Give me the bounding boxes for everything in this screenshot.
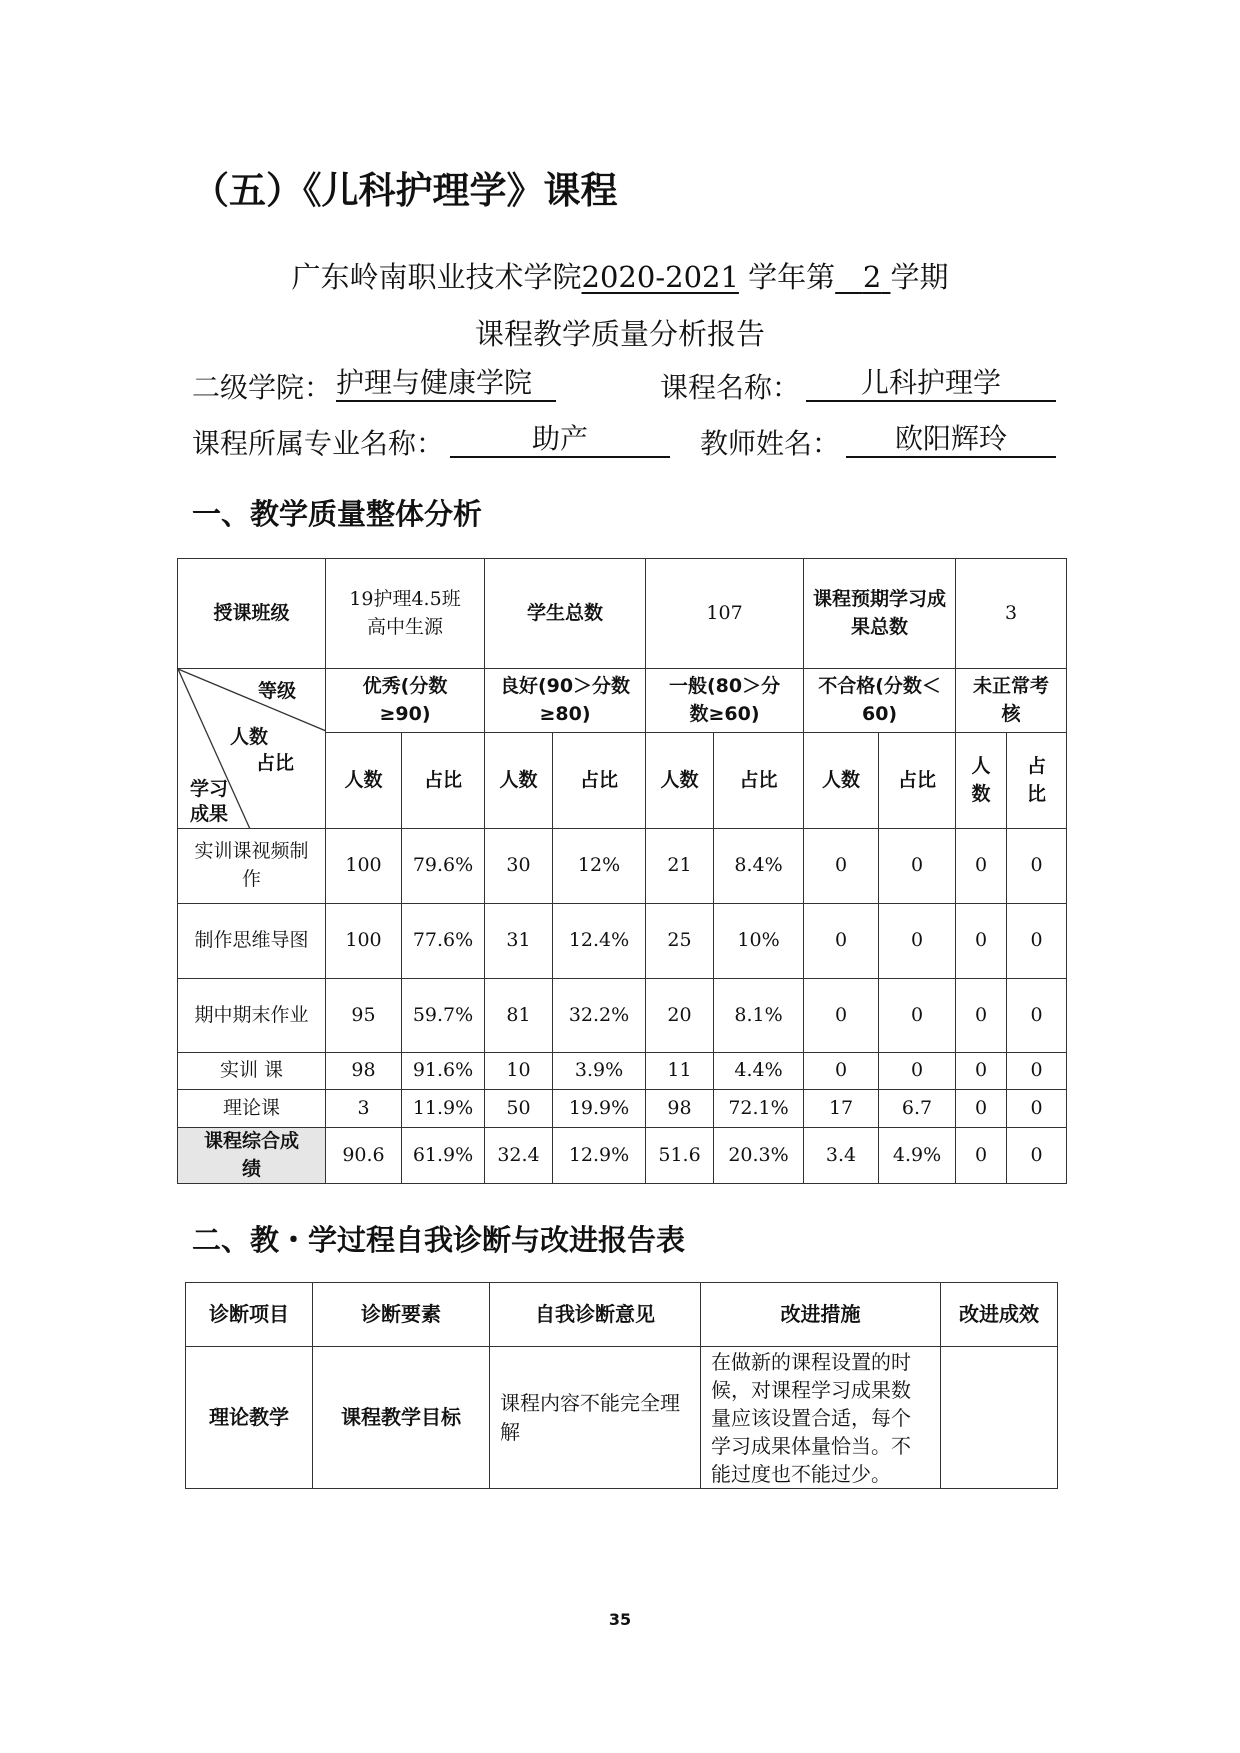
table-cell: 21: [646, 829, 714, 904]
table-cell: 0: [879, 829, 956, 904]
table-cell: 0: [956, 1128, 1007, 1184]
course-value: 儿科护理学: [806, 366, 1056, 402]
college-value: 护理与健康学院: [336, 366, 556, 402]
table-cell: 100: [326, 829, 402, 904]
diag-outcome-label: 学习 成果: [190, 778, 229, 825]
ratio-header: 占比: [1007, 733, 1067, 829]
row-label: 制作思维导图: [178, 904, 326, 979]
table-cell: 0: [1007, 979, 1067, 1053]
count-header: 人数: [956, 733, 1007, 829]
table-cell: 3.9%: [553, 1053, 646, 1090]
table-cell: 0: [804, 829, 879, 904]
table-cell: 0: [804, 1053, 879, 1090]
table-cell: 0: [1007, 1128, 1067, 1184]
table-cell: 0: [956, 1090, 1007, 1128]
table-cell: 32.4: [485, 1128, 553, 1184]
header-improvement-measures: 改进措施: [701, 1283, 941, 1347]
major-label: 课程所属专业名称：: [192, 427, 445, 460]
total-row: [178, 1128, 1067, 1184]
table-cell: 0: [956, 904, 1007, 979]
section-1-title: 一、教学质量整体分析: [192, 497, 483, 531]
header-diagnosis-item: 诊断项目: [186, 1283, 313, 1347]
header-improvement-effect: 改进成效: [941, 1283, 1058, 1347]
table-cell: 79.6%: [402, 829, 485, 904]
improvement-measures: 在做新的课程设置的时候，对课程学习成果数量应该设置合适，每个学习成果体量恰当。不能过度也不能过少。: [701, 1347, 941, 1489]
diag-ratio-label: 占比: [256, 752, 295, 774]
table-row: [178, 979, 1067, 1053]
college-label: 二级学院：: [192, 371, 333, 404]
diag-grade-label: 等级: [258, 680, 297, 702]
table-cell: 20.3%: [714, 1128, 804, 1184]
report-title-line-2: 课程教学质量分析报告: [474, 317, 765, 351]
table-cell: 95: [326, 979, 402, 1053]
table-cell: 30: [485, 829, 553, 904]
table-row: [178, 829, 1067, 904]
table-cell: 0: [1007, 1090, 1067, 1128]
table-cell: 11: [646, 1053, 714, 1090]
table-cell: 51.6: [646, 1128, 714, 1184]
students-value: 107: [646, 559, 804, 669]
improvement-effect: [941, 1347, 1058, 1489]
table-cell: 19.9%: [553, 1090, 646, 1128]
table-row: [186, 1347, 1058, 1489]
semester-number: 2: [862, 260, 882, 294]
total-row-label: 课程综合成绩: [178, 1128, 326, 1184]
table-cell: 0: [879, 904, 956, 979]
table-cell: 0: [1007, 904, 1067, 979]
class-value: 19护理4.5班 高中生源: [326, 559, 485, 669]
table-cell: 0: [879, 979, 956, 1053]
table-row: [178, 904, 1067, 979]
ratio-header: 占比: [714, 733, 804, 829]
row-label: 理论课: [178, 1090, 326, 1128]
students-label: 学生总数: [485, 559, 646, 669]
row-label: 实训 课: [178, 1053, 326, 1090]
table-cell: 0: [1007, 829, 1067, 904]
table-cell: 11.9%: [402, 1090, 485, 1128]
table-cell: 81: [485, 979, 553, 1053]
table-cell: 59.7%: [402, 979, 485, 1053]
table-cell: 12.4%: [553, 904, 646, 979]
table-cell: 12%: [553, 829, 646, 904]
table-cell: 98: [326, 1053, 402, 1090]
table-cell: 0: [956, 1053, 1007, 1090]
ratio-header: 占比: [553, 733, 646, 829]
teacher-value: 欧阳辉玲: [846, 422, 1056, 458]
academic-years: 2020-2021: [581, 260, 739, 294]
count-header: 人数: [326, 733, 402, 829]
table-cell: 6.7: [879, 1090, 956, 1128]
count-header: 人数: [485, 733, 553, 829]
school-name: 广东岭南职业技术学院: [291, 260, 582, 294]
table-cell: 4.9%: [879, 1128, 956, 1184]
diag-count-label: 人数: [230, 726, 269, 748]
table-cell: 3: [326, 1090, 402, 1128]
table-cell: 4.4%: [714, 1053, 804, 1090]
table-cell: 50: [485, 1090, 553, 1128]
table-cell: 77.6%: [402, 904, 485, 979]
class-label: 授课班级: [178, 559, 326, 669]
diagnosis-item: 理论教学: [186, 1347, 313, 1489]
quality-analysis-table: [177, 558, 1067, 1184]
outcomes-label: 课程预期学习成果总数: [804, 559, 956, 669]
row-label: 实训课视频制作: [178, 829, 326, 904]
diagonal-header-cell: [178, 669, 326, 829]
table-cell: 90.6: [326, 1128, 402, 1184]
table-cell: 0: [1007, 1053, 1067, 1090]
table-cell: 91.6%: [402, 1053, 485, 1090]
semester-suffix: 学期: [890, 260, 949, 294]
report-title-line-1: [0, 255, 1240, 296]
table-cell: 72.1%: [714, 1090, 804, 1128]
table-cell: 3.4: [804, 1128, 879, 1184]
header-diagnosis-element: 诊断要素: [313, 1283, 490, 1347]
teacher-label: 教师姓名：: [700, 427, 841, 460]
diagnosis-element: 课程教学目标: [313, 1347, 490, 1489]
table-cell: 10%: [714, 904, 804, 979]
ratio-header: 占比: [879, 733, 956, 829]
table-row: [178, 1053, 1067, 1090]
table-cell: 0: [956, 829, 1007, 904]
table-cell: 25: [646, 904, 714, 979]
table-cell: 8.4%: [714, 829, 804, 904]
course-label: 课程名称：: [660, 371, 801, 404]
table-cell: 12.9%: [553, 1128, 646, 1184]
table-cell: 17: [804, 1090, 879, 1128]
table-cell: 10: [485, 1053, 553, 1090]
table-row: [178, 1090, 1067, 1128]
table-cell: 8.1%: [714, 979, 804, 1053]
ratio-header: 占比: [402, 733, 485, 829]
grade-excellent: 优秀(分数≥90): [326, 669, 485, 733]
table-cell: 0: [804, 904, 879, 979]
table-cell: 0: [804, 979, 879, 1053]
header-self-opinion: 自我诊断意见: [490, 1283, 701, 1347]
grade-average: 一般(80＞分数≥60): [646, 669, 804, 733]
table-cell: 20: [646, 979, 714, 1053]
count-header: 人数: [646, 733, 714, 829]
year-suffix: 学年第: [748, 260, 836, 294]
table-cell: 98: [646, 1090, 714, 1128]
outcomes-value: 3: [956, 559, 1067, 669]
table-cell: 0: [879, 1053, 956, 1090]
page-number: 35: [608, 1610, 632, 1629]
table-cell: 32.2%: [553, 979, 646, 1053]
row-label: 期中期末作业: [178, 979, 326, 1053]
section-2-title: 二、教・学过程自我诊断与改进报告表: [192, 1223, 686, 1257]
main-heading: （五）《儿科护理学》课程: [192, 169, 618, 212]
major-value: 助产: [450, 422, 670, 458]
table-cell: 31: [485, 904, 553, 979]
count-header: 人数: [804, 733, 879, 829]
table-cell: 61.9%: [402, 1128, 485, 1184]
grade-fail: 不合格(分数＜60): [804, 669, 956, 733]
grade-not-assessed: 未正常考核: [956, 669, 1067, 733]
diagnosis-table: [185, 1282, 1058, 1489]
self-opinion: 课程内容不能完全理解: [490, 1347, 701, 1489]
table-cell: 0: [956, 979, 1007, 1053]
table-cell: 100: [326, 904, 402, 979]
grade-good: 良好(90＞分数≥80): [485, 669, 646, 733]
